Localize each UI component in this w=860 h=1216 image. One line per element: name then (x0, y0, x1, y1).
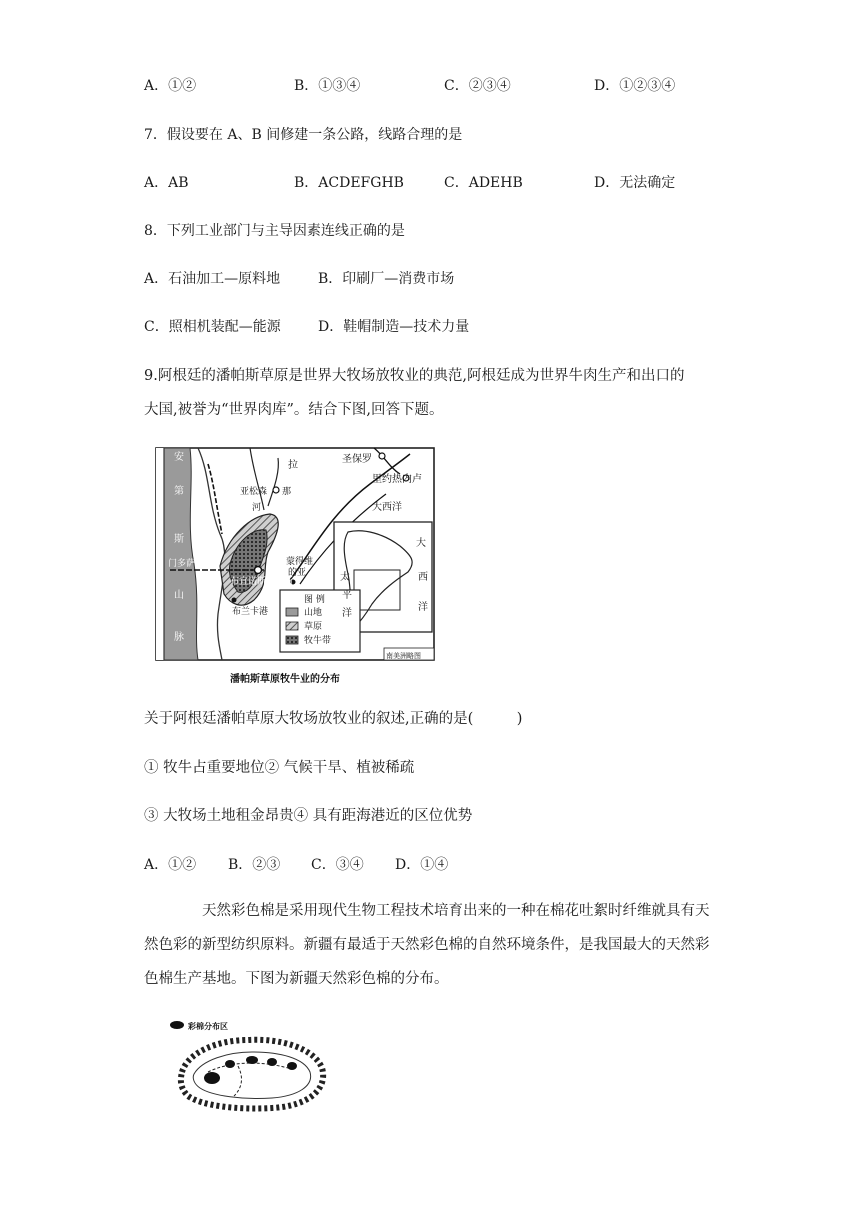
q6-option-c: C．②③④ (444, 78, 511, 94)
label-la: 拉 (288, 460, 298, 471)
q9-option-d: D．①④ (395, 857, 449, 873)
q8-option-b: B．印刷厂—消费市场 (318, 271, 455, 287)
q9-stem-line1: 9.阿根廷的潘帕斯草原是世界大牧场放牧业的典范,阿根廷成为世界牛肉生产和出口的 (144, 368, 685, 384)
q7-option-a: A．AB (144, 175, 189, 191)
q7-option-c: C．ADEHB (444, 175, 523, 191)
label-inset-yang2: 洋 (342, 608, 352, 619)
q6-option-a: A．①② (144, 78, 197, 94)
label-inset-yang: 洋 (418, 602, 428, 613)
q9-option-a: A．①② (144, 857, 197, 873)
legend-title: 图 例 (304, 595, 325, 605)
q6-option-d: D．①②③④ (594, 78, 676, 94)
cotton-paragraph: 天然彩色棉是采用现代生物工程技术培育出来的一种在棉花吐絮时纤维就具有天然色彩的新型纺织原料。新疆有最适于天然彩色棉的自然环境条件，是我国最大的天然彩色棉生产基地。下图为新疆天然彩色棉的分布。 (144, 903, 710, 987)
label-andes-5: 脉 (174, 632, 184, 643)
q7-stem: 7．假设要在 A、B 间修建一条公路，线路合理的是 (144, 127, 463, 143)
q9-option-c: C．③④ (311, 857, 364, 873)
q6-option-b: B．①③④ (294, 78, 361, 94)
xinjiang-cotton-map (168, 1016, 338, 1116)
label-andes-2: 第 (174, 486, 184, 497)
q8-option-c: C．照相机装配—能源 (144, 319, 281, 335)
label-andes-1: 安 (174, 452, 184, 463)
label-asuncion: 亚松森 (240, 487, 268, 497)
q9-stem-line2: 大国,被誉为“世界肉库”。结合下图,回答下题。 (144, 402, 444, 418)
legend-grassland: 草原 (304, 622, 323, 632)
legend-mountain: 山地 (304, 608, 323, 618)
q9-statements-1: ① 牧牛占重要地位② 气候干旱、植被稀疏 (144, 760, 415, 776)
label-inset-xi: 西 (418, 572, 428, 583)
label-rio: 里约热内卢 (372, 474, 422, 485)
label-inset-ping: 平 (342, 590, 352, 601)
label-saopaulo: 圣保罗 (342, 454, 372, 465)
label-na: 那 (282, 487, 292, 497)
label-montevideo-2: 的亚 (288, 568, 307, 578)
q9-question: 关于阿根廷潘帕草原大牧场放牧业的叙述,正确的是( ) (144, 711, 523, 727)
q9-option-b: B．②③ (228, 857, 281, 873)
label-montevideo-1: 蒙得维 (286, 557, 314, 567)
map2-legend-label: 彩棉分布区 (188, 1022, 228, 1031)
label-andes-4: 山 (174, 590, 184, 601)
q7-option-d: D．无法确定 (594, 175, 676, 191)
map-caption: 潘帕斯草原牧牛业的分布 (230, 674, 340, 685)
legend-cattle-belt: 牧牛带 (304, 636, 332, 646)
label-bahiablanca: 布兰卡港 (232, 607, 269, 617)
q8-stem: 8．下列工业部门与主导因素连线正确的是 (144, 223, 405, 239)
label-buenosaires: 布宜诺斯艾利斯 (230, 577, 294, 587)
label-atlantic: 大西洋 (372, 502, 402, 513)
q7-option-b: B．ACDEFGHB (294, 175, 404, 191)
label-mendoza: 门多萨 (168, 559, 196, 569)
q9-statements-2: ③ 大牧场土地租金昂贵④ 具有距海港近的区位优势 (144, 808, 473, 824)
label-andes-3: 斯 (174, 534, 184, 545)
label-inset-tai: 太 (340, 572, 350, 583)
label-he: 河 (252, 503, 262, 513)
q8-option-a: A．石油加工—原料地 (144, 271, 281, 287)
inset-caption: 南美洲略图 (386, 652, 421, 660)
label-inset-da: 大 (416, 538, 426, 549)
q8-option-d: D．鞋帽制造—技术力量 (318, 319, 470, 335)
pampas-map (150, 444, 440, 692)
